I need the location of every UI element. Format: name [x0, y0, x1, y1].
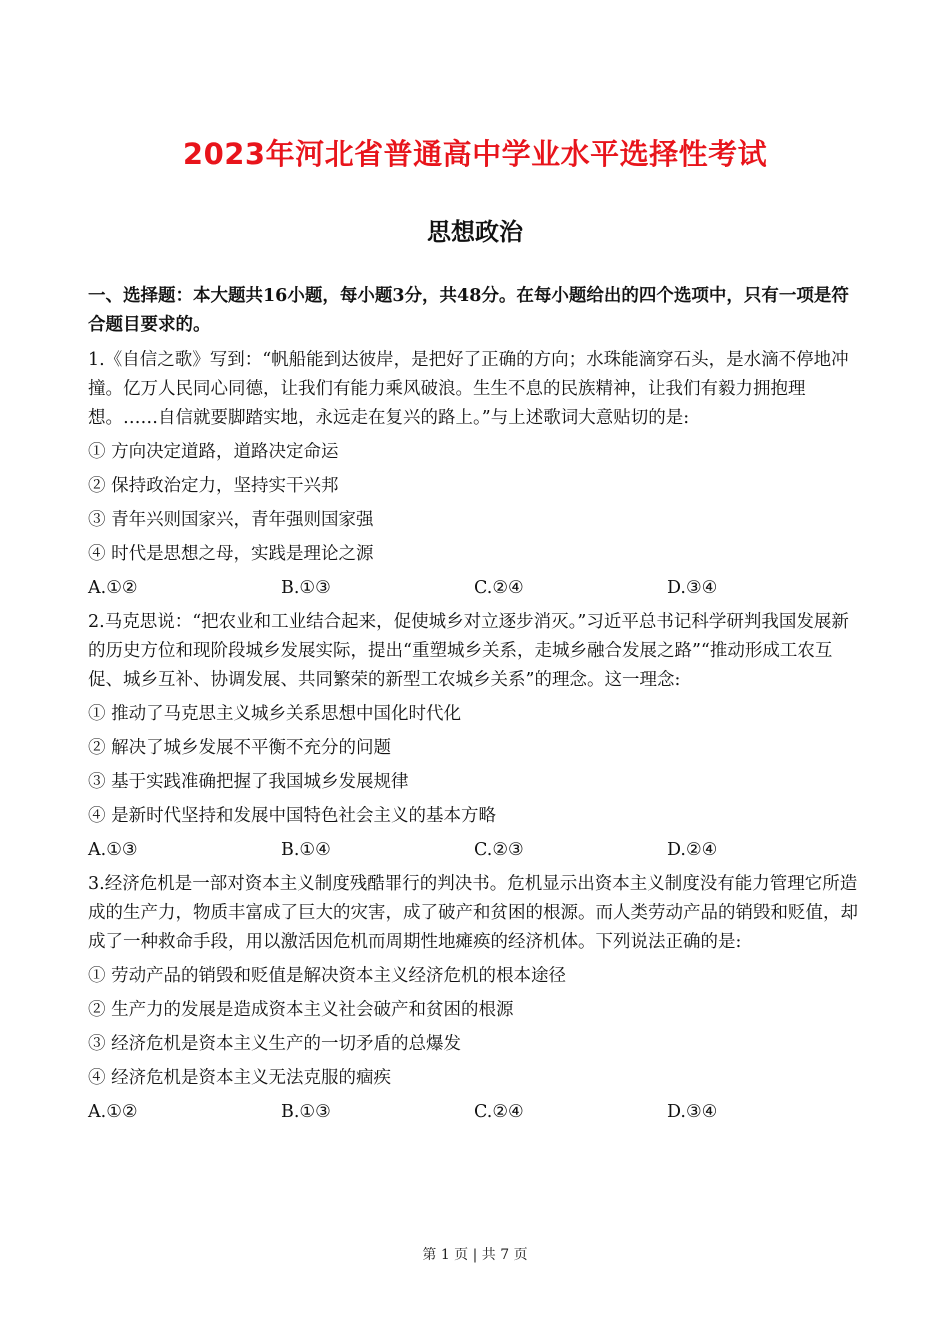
exam-title: 2023年河北省普通高中学业水平选择性考试	[182, 137, 768, 171]
option-item: ① 劳动产品的销毁和贬值是解决资本主义经济危机的根本途径	[88, 966, 567, 986]
answer-choice-a: A.①③	[88, 840, 138, 860]
question-1	[88, 346, 863, 603]
subject-title: 思想政治	[427, 217, 523, 246]
answer-choice-b: B.①③	[281, 578, 331, 598]
question-2	[88, 608, 863, 865]
option-item: ③ 经济危机是资本主义生产的一切矛盾的总爆发	[88, 1034, 462, 1054]
option-item: ④ 经济危机是资本主义无法克服的痼疾	[88, 1068, 392, 1088]
option-item: ② 解决了城乡发展不平衡不充分的问题	[88, 738, 392, 758]
answer-choices	[88, 1098, 863, 1127]
question-3	[88, 870, 863, 1127]
answer-choice-a: A.①②	[88, 1102, 138, 1122]
option-item: ② 保持政治定力，坚持实干兴邦	[88, 476, 339, 496]
option-item: ② 生产力的发展是造成资本主义社会破产和贫困的根源	[88, 1000, 514, 1020]
question-stem: 1.《自信之歌》写到：“帆船能到达彼岸，是把好了正确的方向；水珠能滴穿石头，是水滴不停地冲撞。亿万人民同心同德，让我们有能力乘风破浪。生生不息的民族精神，让我们有毅力拥抱理想。……自信就要脚踏实地，永远走在复兴的路上。”与上述歌词大意贴切的是:	[88, 350, 849, 428]
answer-choices	[88, 836, 863, 865]
option-item: ③ 基于实践准确把握了我国城乡发展规律	[88, 772, 409, 792]
answer-choice-b: B.①③	[281, 1102, 331, 1122]
answer-choice-c: C.②③	[474, 840, 524, 860]
answer-choice-d: D.③④	[667, 1102, 718, 1122]
option-item: ④ 时代是思想之母，实践是理论之源	[88, 544, 374, 564]
option-item: ④ 是新时代坚持和发展中国特色社会主义的基本方略	[88, 806, 497, 826]
option-item: ① 方向决定道路，道路决定命运	[88, 442, 339, 462]
question-stem: 2.马克思说：“把农业和工业结合起来，促使城乡对立逐步消灭。”习近平总书记科学研判我国发展新的历史方位和现阶段城乡发展实际，提出“重塑城乡关系，走城乡融合发展之路”“推动形成工农互促、城乡互补、协调发展、共同繁荣的新型工农城乡关系”的理念。这一理念:	[88, 612, 849, 690]
answer-choice-d: D.③④	[667, 578, 718, 598]
answer-choice-c: C.②④	[474, 1102, 524, 1122]
option-item: ③ 青年兴则国家兴，青年强则国家强	[88, 510, 374, 530]
section-heading: 一、选择题：本大题共16小题，每小题3分，共48分。在每小题给出的四个选项中，只有一项是符合题目要求的。	[88, 286, 849, 335]
question-body	[88, 282, 863, 1132]
answer-choice-a: A.①②	[88, 578, 138, 598]
answer-choice-c: C.②④	[474, 578, 524, 598]
answer-choice-b: B.①④	[281, 840, 331, 860]
answer-choices	[88, 574, 863, 603]
question-stem: 3.经济危机是一部对资本主义制度残酷罪行的判决书。危机显示出资本主义制度没有能力管理它所造成的生产力，物质丰富成了巨大的灾害，成了破产和贫困的根源。而人类劳动产品的销毁和贬值，却成了一种救命手段，用以激活因危机而周期性地瘫痪的经济机体。下列说法正确的是:	[88, 874, 858, 952]
answer-choice-d: D.②④	[667, 840, 718, 860]
option-item: ① 推动了马克思主义城乡关系思想中国化时代化	[88, 704, 462, 724]
page-footer: 第 1 页 | 共 7 页	[422, 1247, 528, 1263]
